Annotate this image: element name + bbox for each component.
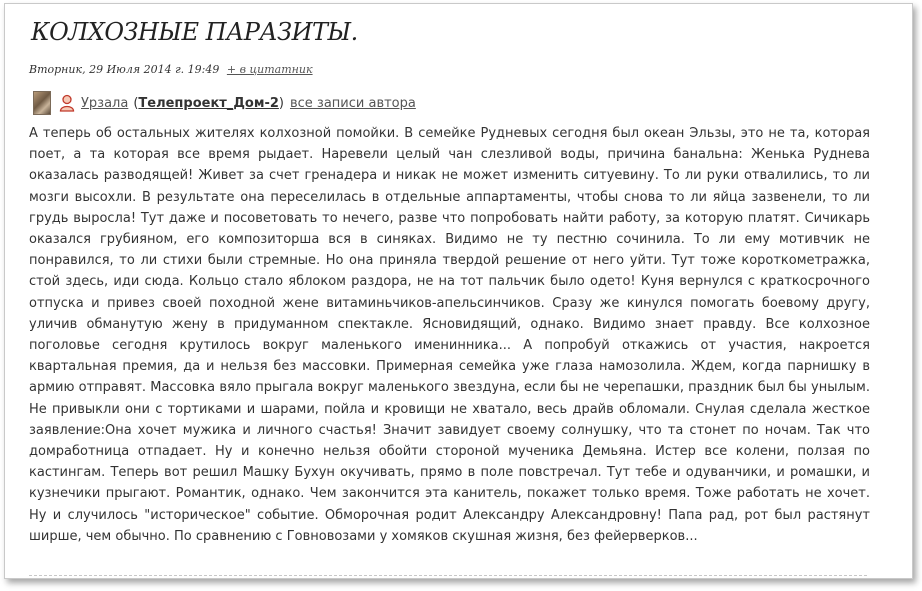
avatar[interactable] xyxy=(33,91,51,115)
community-link[interactable]: Телепроект_Дом-2 xyxy=(138,95,279,111)
add-to-quotes-link[interactable]: + в цитатник xyxy=(226,63,313,76)
post-card xyxy=(4,3,913,579)
all-author-posts-link[interactable]: все записи автора xyxy=(289,95,416,111)
author-row xyxy=(33,90,416,116)
post-date: Вторник, 29 Июля 2014 г. 19:49 xyxy=(29,63,220,76)
post-title: КОЛХОЗНЫЕ ПАРАЗИТЫ. xyxy=(31,18,358,46)
post-meta xyxy=(29,63,313,76)
paren-open: ( xyxy=(133,95,139,111)
user-icon xyxy=(59,94,75,112)
author-link[interactable]: Урзала xyxy=(81,95,129,111)
divider xyxy=(29,575,867,576)
paren-close: ) xyxy=(278,95,284,111)
post-body: А теперь об остальных жителях колхозной помойки. В семейке Рудневых сегодня был океан Эльзы, это не та, которая поет, а та которая все время рыдает. Наревели целый чан слезливой воды, причина банальна: Женька Руднева оказалась разводящей! Живет за счет гренадера и никак не может изменить ситуевину. То ли руки отвалились, то ли мозги высохли. В результате она переселилась в отдельные аппартаменты, чтобы снова то ли яйца зазвенели, то ли грудь выросла! Тут даже и посоветовать то нечего, разве что попробовать найти работу, за которую платят. Сичикарь оказался грубияном, его композиторша вся в синяках. Видимо не ту пестню сочинила. То ли ему мотивчик не понравился, то ли стихи были стремные. Но она приняла твердой решение от него уйти. Тут тоже короткометражка, стой здесь, иди сюда. Кольцо стало яблоком раздора, не на тот пальчик было одето! Куня вернулся с краткосрочного отпуска и привез своей походной жене витаминьчиков-апельсинчиков. Сразу же кинулся помогать боевому другу, уличив обманутую жену в придуманном спектакле. Ясновидящий, однако. Видимо знает правду. Все колхозное поголовье сегодня крутилось вокруг маленького именинника... А попробуй откажись от участия, накроется квартальная премия, да и нельзя без массовки. Примерная семейка уже глаза намозолила. Ждем, когда парнишку в армию отправят. Массовка вяло прыгала вокруг маленького звездуна, если бы не черепашки, праздник был бы унылым. Не привыкли они с тортиками и шарами, пойла и кровищи не хватало, весь драйв обломали. Снулая сделала жесткое заявление:Она хочет мужика и личного счастья! Значит завидует своему солнушку, что та стонет по ночам. Так что домработница отпадает. Ну и конечно нельзя обойти стороной мученика Демьяна. Истер все колени, ползая по кастингам. Теперь вот решил Машку Бухун окучивать, прямо в поле повстречал. Тут тебе и одуванчики, и ромашки, и кузнечики прыгают. Романтик, однако. Чем закончится эта канитель, покажет только время. Тоже работать не хочет. Ну и случилось "историческое" событие. Обморочная родит Александру Александровну! Папа рад, рот был растянут ширше, чем обычно. По сравнению с Говновозами у хомяков скушная жизня, без фейерверков... xyxy=(29,126,870,544)
